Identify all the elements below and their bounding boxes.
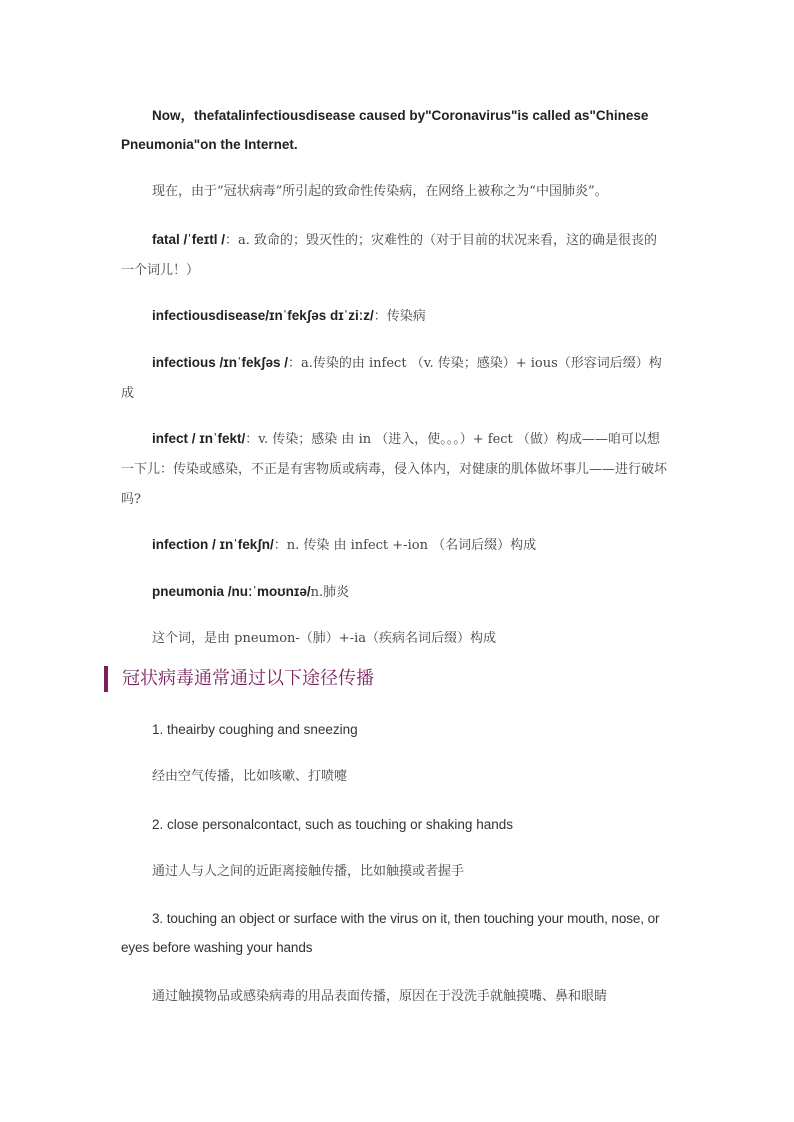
vocab-definition: ：v. 传染；感染 由 in （进入，使。。。）+ fect （做）构成——咱可以想一下儿：传染或感染，不正是有害物质或病毒，侵入体内，对健康的肌体做坏事儿——进行破坏吗? [121,432,668,507]
route-cn-text: 通过人与人之间的近距离接触传播，比如触摸或者握手 [152,864,465,879]
route-3-cn [121,982,669,1011]
route-1-en [121,715,669,744]
paragraph-intro-cn [121,177,669,206]
route-1-cn [121,762,669,791]
vocab-infection [121,530,669,560]
vocab-term: infection / ɪnˈfekʃn/ [152,537,274,552]
paragraph-intro-en [121,101,669,159]
vocab-definition: ：a.传染的由 infect （v. 传染；感染）+ ious（形容词后缀）构成 [121,356,662,401]
route-en-text: 3. touching an object or surface with the virus on it, then touching your mouth, nose, or eyes before washing your hands [121,911,660,955]
route-en-text: 1. theairby coughing and sneezing [152,722,358,737]
intro-cn-text: 现在，由于“冠状病毒”所引起的致命性传染病，在网络上被称之为“中国肺炎”。 [152,184,608,199]
vocab-definition: ：a. 致命的；毁灭性的；灾难性的（对于目前的状况来看，这的确是很丧的一个词儿！） [121,233,657,278]
vocab-term: infectiousdisease/ɪnˈfekʃəs dɪˈziːz/ [152,308,374,323]
vocab-term: pneumonia /nuːˈmoʊnɪə/ [152,584,311,599]
intro-en-text: Now，thefatalinfectiousdisease caused by"Coronavirus"is called as"Chinese Pneumonia"on the Internet. [121,108,649,152]
etymology-text: 这个词，是由 pneumon-（肺）+-ia（疾病名词后缀）构成 [152,631,497,646]
vocab-infectious [121,348,669,408]
vocab-term: infectious /ɪnˈfekʃəs / [152,355,288,370]
vocab-definition: ：n. 传染 由 infect +-ion （名词后缀）构成 [273,538,537,553]
vocab-pneumonia [121,577,669,607]
vocab-term: fatal /ˈfeɪtl / [152,232,225,247]
vocab-definition: n.肺炎 [310,585,350,600]
route-cn-text: 经由空气传播，比如咳嗽、打喷嚏 [152,769,348,784]
route-en-text: 2. close personalcontact, such as touching or shaking hands [152,817,513,832]
vocab-infectiousdisease [121,301,669,331]
vocab-definition: ：传染病 [373,309,426,324]
vocab-fatal [121,225,669,285]
vocab-infect [121,424,669,514]
vocab-term: infect / ɪnˈfekt/ [152,431,246,446]
route-3-en [121,904,669,962]
route-2-cn [121,857,669,886]
section-heading: 冠状病毒通常通过以下途径传播 [104,666,374,692]
route-2-en [121,810,669,839]
paragraph-pneumonia-etymology [121,624,669,653]
route-cn-text: 通过触摸物品或感染病毒的用品表面传播，原因在于没洗手就触摸嘴、鼻和眼睛 [152,989,608,1004]
